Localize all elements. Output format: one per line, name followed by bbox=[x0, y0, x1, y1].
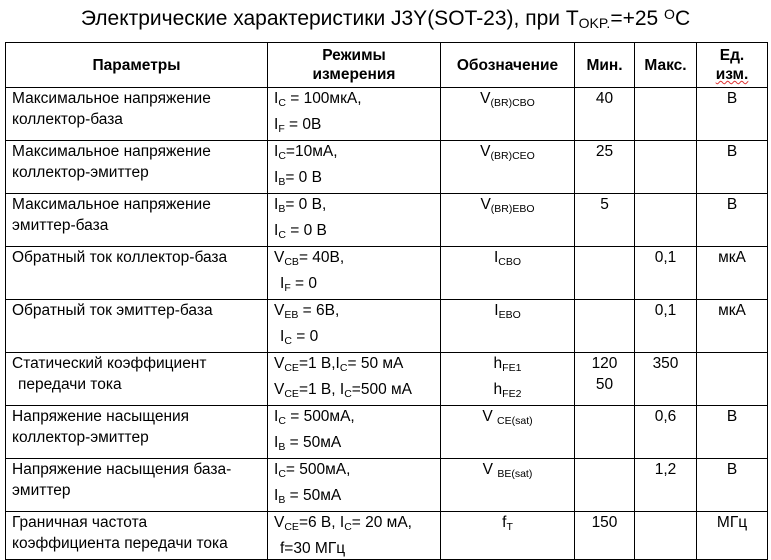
param-cell: Максимальное напряжение эмиттер-база bbox=[6, 194, 268, 247]
symbol-cell: $I_{EBO}$ bbox=[441, 300, 575, 353]
unit-cell: В bbox=[697, 194, 768, 247]
mode-cell: $I_C= 500мА$, $I_B = 50мА$ bbox=[268, 459, 441, 512]
unit-cell: В bbox=[697, 88, 768, 141]
unit-cell: мкА bbox=[697, 300, 768, 353]
symbol-cell: $V_{(BR)CEO}$ bbox=[441, 141, 575, 194]
min-cell: 150 bbox=[575, 512, 635, 560]
min-cell: 25 bbox=[575, 141, 635, 194]
mode-cell: $I_C=10мА$, $I_B= 0$ В bbox=[268, 141, 441, 194]
min-cell: 40 bbox=[575, 88, 635, 141]
symbol-cell: $h_{FE1}$ $h_{FE2}$ bbox=[441, 353, 575, 406]
unit-cell bbox=[697, 353, 768, 406]
symbol-cell: $I_{CBO}$ bbox=[441, 247, 575, 300]
symbol-cell: $V_{(BR)CBO}$ bbox=[441, 88, 575, 141]
max-cell: 1,2 bbox=[635, 459, 697, 512]
header-unit: Ед. изм. bbox=[697, 43, 768, 88]
header-symbol: Обозначение bbox=[441, 43, 575, 88]
unit-cell: В bbox=[697, 459, 768, 512]
min-cell bbox=[575, 459, 635, 512]
min-cell bbox=[575, 247, 635, 300]
param-cell: Обратный ток коллектор-база bbox=[6, 247, 268, 300]
mode-cell: $V_{CE}=1$ $В,I_C= 50$ мА $V_{CE}=1$ В, $I_C=500$ мА bbox=[268, 353, 441, 406]
max-cell: 0,1 bbox=[635, 300, 697, 353]
symbol-cell: $V_{(BR)EBO}$ bbox=[441, 194, 575, 247]
symbol-cell: V $_{BE(sat)}$ bbox=[441, 459, 575, 512]
header-modes: Режимы измерения bbox=[268, 43, 441, 88]
unit-cell: В bbox=[697, 141, 768, 194]
header-min: Мин. bbox=[575, 43, 635, 88]
min-cell bbox=[575, 406, 635, 459]
symbol-cell: V $_{CE(sat)}$ bbox=[441, 406, 575, 459]
mode-cell: $V_{EB} = 6В$, $I_C = 0$ bbox=[268, 300, 441, 353]
mode-cell: $V_{CE}=6$ В, $I_C= 20$ мА, f=30 МГц bbox=[268, 512, 441, 560]
unit-cell: МГц bbox=[697, 512, 768, 560]
min-cell bbox=[575, 300, 635, 353]
table-row bbox=[6, 459, 768, 512]
min-cell: 120 50 bbox=[575, 353, 635, 406]
header-params: Параметры bbox=[6, 43, 268, 88]
header-max: Макс. bbox=[635, 43, 697, 88]
table-header-row bbox=[6, 43, 768, 88]
unit-cell: мкА bbox=[697, 247, 768, 300]
min-cell: 5 bbox=[575, 194, 635, 247]
max-cell bbox=[635, 88, 697, 141]
param-cell: Напряжение насыщения база- эмиттер bbox=[6, 459, 268, 512]
param-cell: Максимальное напряжение коллектор-база bbox=[6, 88, 268, 141]
max-cell bbox=[635, 194, 697, 247]
characteristics-table bbox=[5, 42, 768, 560]
table-row bbox=[6, 141, 768, 194]
table-row bbox=[6, 353, 768, 406]
mode-cell: $I_B= 0$ В, $I_C = 0$ В bbox=[268, 194, 441, 247]
max-cell: 0,6 bbox=[635, 406, 697, 459]
param-cell: Напряжение насыщения коллектор-эмиттер bbox=[6, 406, 268, 459]
param-cell: Обратный ток эмиттер-база bbox=[6, 300, 268, 353]
max-cell bbox=[635, 141, 697, 194]
max-cell: 350 bbox=[635, 353, 697, 406]
mode-cell: $I_C = 500мА$, $I_B = 50мА$ bbox=[268, 406, 441, 459]
param-cell: Статический коэффициент передачи тока bbox=[6, 353, 268, 406]
unit-cell: В bbox=[697, 406, 768, 459]
page-title: Электрические характеристики J3Y(SOT-23), при $T_{OKP.}=+25$ $^O$C bbox=[80, 6, 691, 31]
symbol-cell: $f_T$ bbox=[441, 512, 575, 560]
table-row bbox=[6, 194, 768, 247]
table-row bbox=[6, 512, 768, 560]
mode-cell: $V_{CB}= 40В$, $I_F = 0$ bbox=[268, 247, 441, 300]
max-cell: 0,1 bbox=[635, 247, 697, 300]
max-cell bbox=[635, 512, 697, 560]
param-cell: Граничная частота коэффициента передачи тока bbox=[6, 512, 268, 560]
mode-cell: $I_C = 100мкА$, $I_F = 0В$ bbox=[268, 88, 441, 141]
table-row bbox=[6, 300, 768, 353]
table-row bbox=[6, 247, 768, 300]
table-row bbox=[6, 406, 768, 459]
table-row bbox=[6, 88, 768, 141]
param-cell: Максимальное напряжение коллектор-эмиттер bbox=[6, 141, 268, 194]
